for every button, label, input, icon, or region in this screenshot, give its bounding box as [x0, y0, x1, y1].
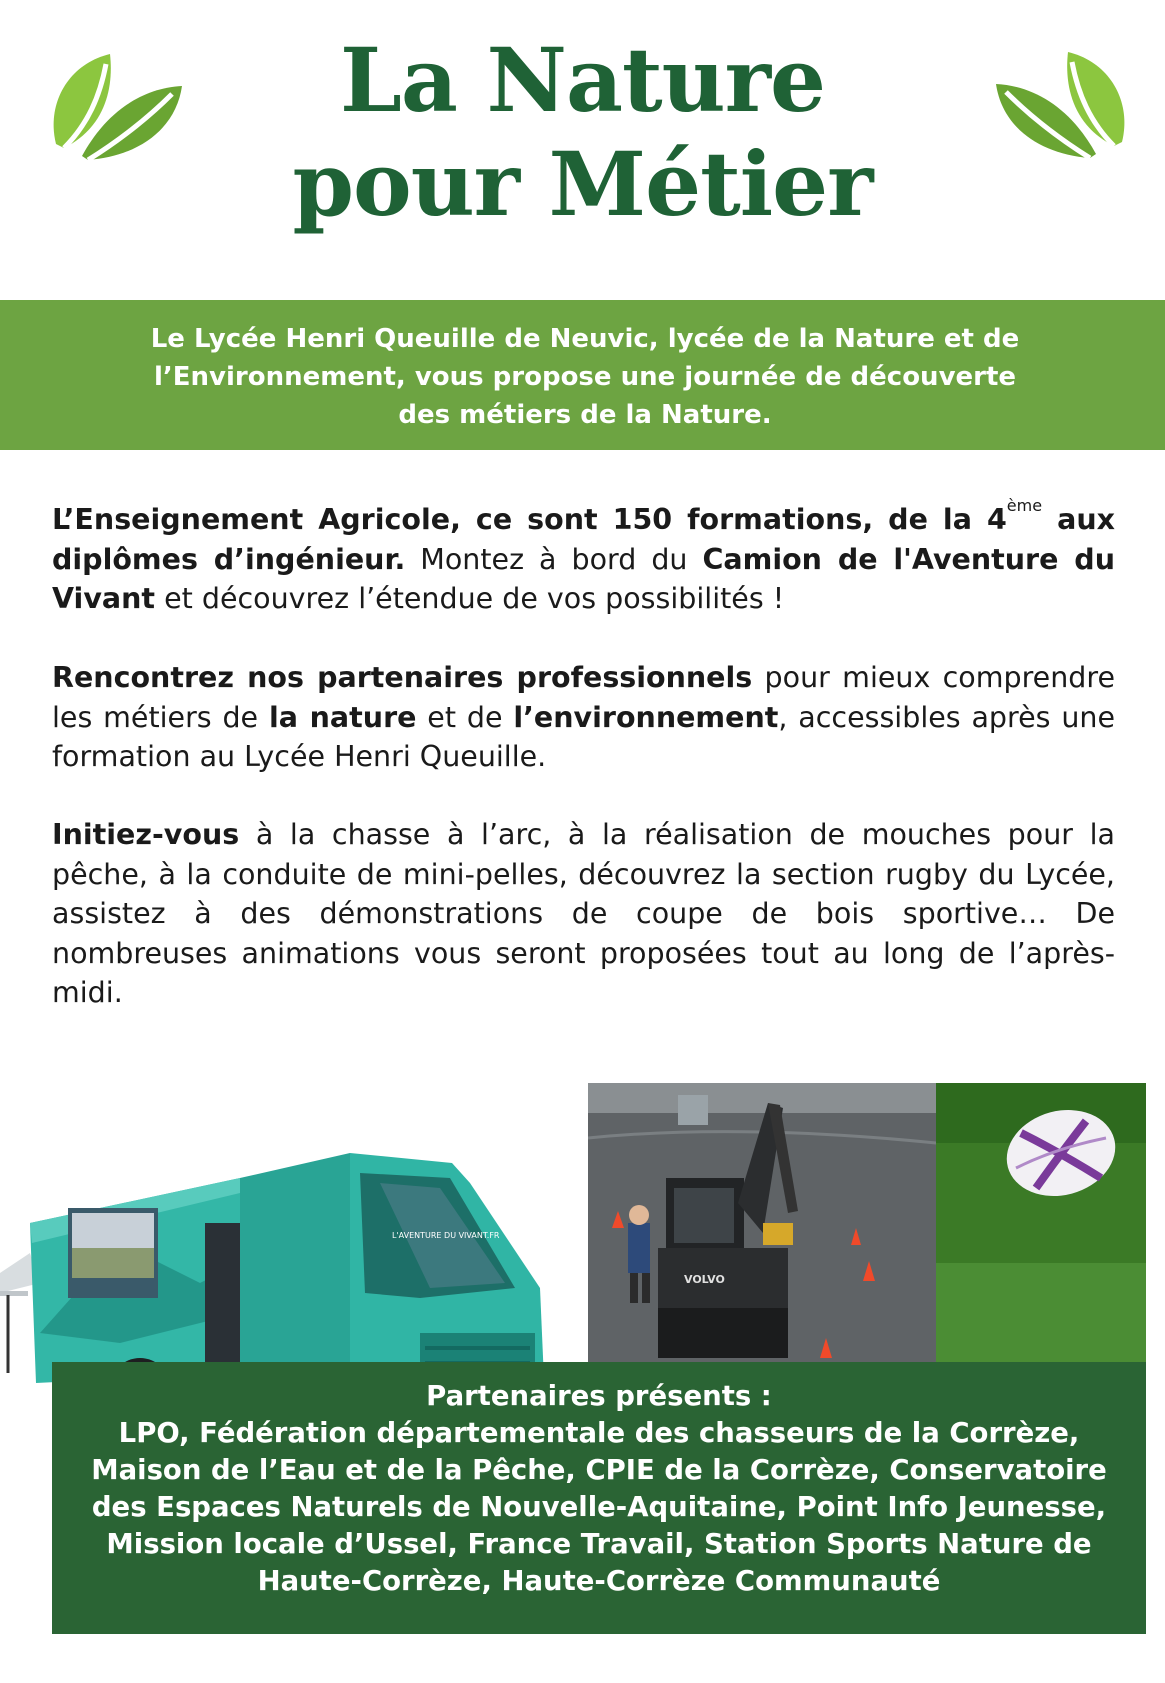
excavator-photo [588, 1083, 936, 1375]
paragraph-bold: l’environnement [513, 700, 779, 734]
paragraph-bold: Rencontrez nos partenaires professionnels [52, 661, 753, 694]
paragraph-text: à la chasse à l’arc, à la réalisation de mouches pour la pêche, à la conduite de mini-pelles, découvrez la section rugby du Lycée, assistez à des démonstrations de coupe de bois sportive… De nombreuses animations vous seront proposées tout au long de l’après-midi. [52, 818, 1115, 1009]
paragraph-text: pour mieux comprendre les métiers de [52, 661, 1115, 734]
title-line-1: La Nature [340, 28, 825, 132]
partners-line-5: Haute-Corrèze, Haute-Corrèze Communauté [257, 1565, 941, 1597]
paragraph-bold: Initiez-vous [52, 818, 240, 851]
partners-line-4: Mission locale d’Ussel, France Travail, Station Sports Nature de [106, 1528, 1092, 1560]
page-title [200, 28, 965, 236]
paragraph-text: et découvrez l’étendue de vos possibilités ! [155, 582, 785, 615]
excavator-brand-text: VOLVO [684, 1273, 725, 1286]
paragraph-formations [52, 496, 1116, 619]
paragraph-bold: la nature [268, 700, 417, 734]
partners-heading: Partenaires présents : [426, 1380, 772, 1412]
paragraph-text: et de [416, 700, 514, 734]
partners-text [52, 1378, 1146, 1600]
truck-logo-text: L'AVENTURE DU VIVANT.FR [392, 1231, 500, 1240]
leaf-decoration-icon [38, 40, 188, 172]
intro-line-3: des métiers de la Nature. [398, 400, 772, 430]
rugby-ball-photo [936, 1083, 1146, 1375]
intro-line-1: Le Lycée Henri Queuille de Neuvic, lycée de la Nature et de [150, 324, 1020, 354]
paragraph-text: Montez à bord du [405, 542, 703, 576]
leaf-decoration-icon [990, 38, 1140, 170]
title-line-2: pour Métier [292, 132, 873, 236]
paragraph-partenaires [52, 658, 1115, 777]
paragraph-bold: Camion de l'Aventure du Vivant [52, 542, 1115, 615]
paragraph-bold: L’Enseignement Agricole, ce sont 150 formations, de la 4 [52, 503, 1007, 536]
paragraph-bold: aux diplômes d’ingénieur. [52, 503, 1116, 576]
partners-line-1: LPO, Fédération départementale des chasseurs de la Corrèze, [118, 1417, 1080, 1449]
partners-line-3: des Espaces Naturels de Nouvelle-Aquitaine, Point Info Jeunesse, [91, 1491, 1107, 1523]
paragraph-animations [52, 815, 1115, 1013]
superscript: ème [1006, 496, 1043, 515]
paragraph-text: , accessibles après une formation au Lycée Henri Queuille. [52, 700, 1115, 773]
intro-text [80, 320, 1090, 434]
partners-line-2: Maison de l’Eau et de la Pêche, CPIE de la Corrèze, Conservatoire [91, 1454, 1107, 1486]
intro-line-2: l’Environnement, vous propose une journée de découverte [153, 362, 1017, 392]
